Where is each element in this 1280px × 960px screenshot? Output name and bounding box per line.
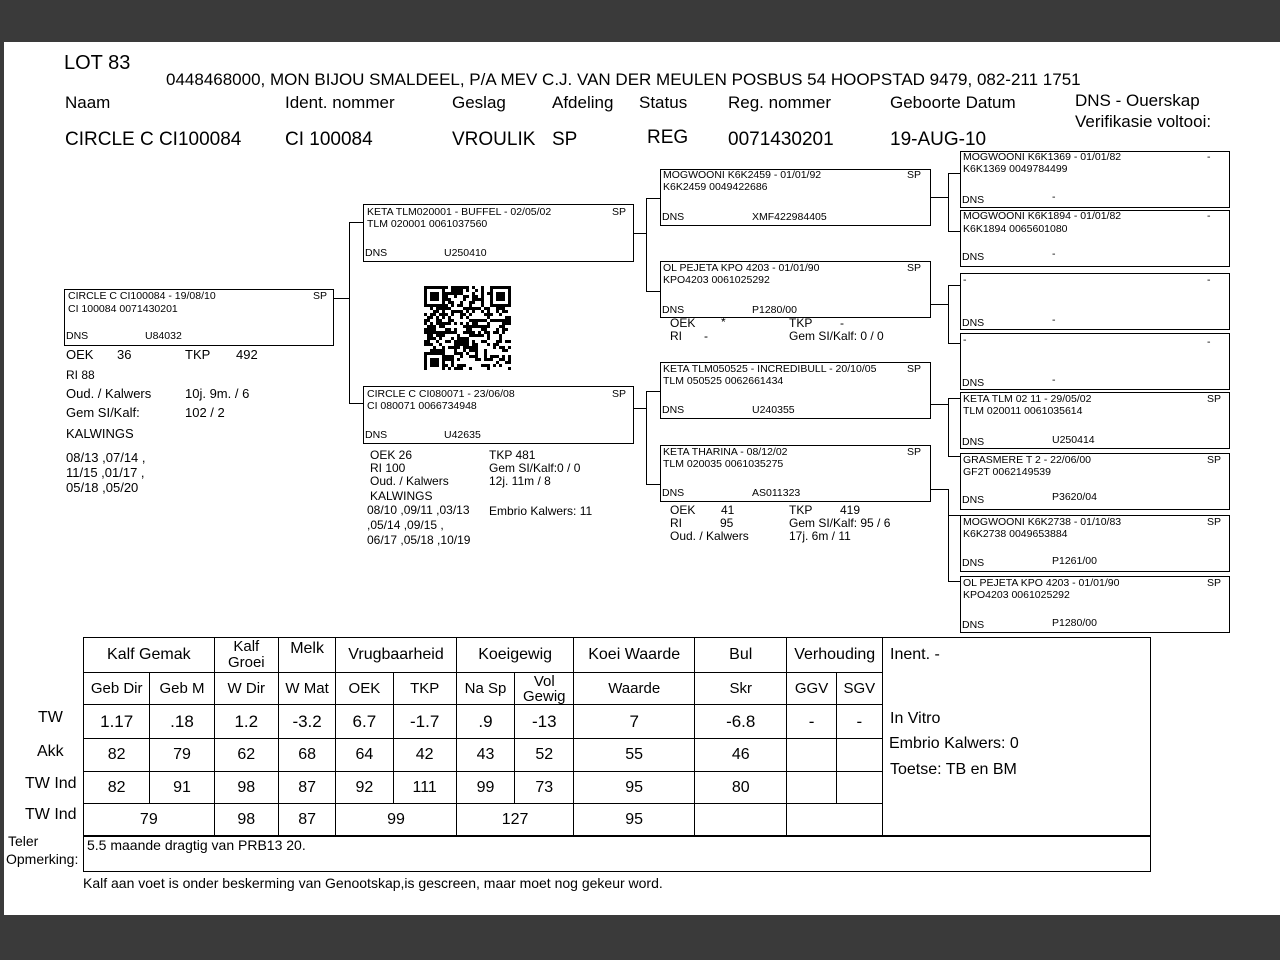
akk-cell: 62 bbox=[214, 739, 278, 772]
tw-cell: 6.7 bbox=[336, 705, 393, 739]
great-grandparent-box: GRASMERE T 2 - 22/06/00 SP GF2T 0062149539 DNS P3620/04 bbox=[960, 453, 1230, 510]
group-kalf-groei: Kalf Groei bbox=[214, 638, 278, 673]
subject-oek-label: OEK bbox=[66, 347, 94, 362]
twind-cell: 91 bbox=[150, 772, 214, 804]
akk-cell bbox=[836, 739, 882, 772]
tw-cell: 1.17 bbox=[84, 705, 150, 739]
akk-cell: 82 bbox=[84, 739, 150, 772]
group-vrugbaarheid: Vrugbaarheid bbox=[336, 638, 457, 673]
twind2-cell: 98 bbox=[214, 804, 278, 836]
row-label-tw: TW bbox=[38, 709, 63, 726]
header-ident: Ident. nommer bbox=[285, 93, 395, 112]
animal-ident: CI 100084 bbox=[285, 129, 373, 150]
group-koei-waarde: Koei Waarde bbox=[574, 638, 695, 673]
great-grandparent-box: KETA TLM 02 11 - 29/05/02 SP TLM 020011 0061035614 DNS U250414 bbox=[960, 392, 1230, 449]
header-geboorte: Geboorte Datum bbox=[890, 93, 1016, 112]
tw-cell: .18 bbox=[150, 705, 214, 739]
dam-oud-label: Oud. / Kalwers bbox=[370, 474, 449, 488]
sub-header-cell: SGV bbox=[836, 673, 882, 705]
sub-header-cell: Na Sp bbox=[456, 673, 514, 705]
subject-kalwings: KALWINGS bbox=[66, 426, 134, 441]
dam-embrio: Embrio Kalwers: 11 bbox=[489, 504, 593, 518]
group-verhouding: Verhouding bbox=[787, 638, 883, 673]
side-vitro: In Vitro bbox=[890, 710, 941, 727]
twind-cell: 99 bbox=[456, 772, 514, 804]
animal-geboorte: 19-AUG-10 bbox=[890, 129, 987, 150]
subject-oud: 10j. 9m. / 6 bbox=[185, 386, 250, 401]
sire-box: KETA TLM020001 - BUFFEL - 02/05/02 SP TLM 020001 0061037560 DNS U250410 bbox=[363, 204, 634, 262]
header-reg: Reg. nommer bbox=[728, 93, 831, 112]
side-toetse: Toetse: TB en BM bbox=[890, 761, 1017, 778]
group-melk: Melk bbox=[278, 638, 335, 673]
grandparent-box: OL PEJETA KPO 4203 - 01/01/90 SP KPO4203 0061025292 DNS P1280/00 bbox=[660, 261, 931, 318]
great-grandparent-box: MOGWOONI K6K1894 - 01/01/82 - K6K1894 0065601080 DNS - bbox=[960, 210, 1230, 267]
subject-gem: 102 / 2 bbox=[185, 405, 225, 420]
animal-status: REG bbox=[647, 127, 689, 148]
subject-kalwing-2: 11/15 ,01/17 , bbox=[66, 465, 145, 480]
dam-kalwing-3: 06/17 ,05/18 ,10/19 bbox=[367, 533, 471, 547]
twind2-cell: 87 bbox=[278, 804, 335, 836]
great-grandparent-box: MOGWOONI K6K1369 - 01/01/82 - K6K1369 0049784499 DNS - bbox=[960, 151, 1230, 208]
sub-header-cell: TKP bbox=[393, 673, 456, 705]
header-naam: Naam bbox=[65, 93, 111, 112]
animal-afdeling: SP bbox=[552, 129, 578, 150]
subject-tkp-label: TKP bbox=[185, 347, 211, 362]
subject-kalwing-1: 08/13 ,07/14 , bbox=[66, 450, 146, 465]
twind2-cell: 99 bbox=[336, 804, 457, 836]
great-grandparent-box: OL PEJETA KPO 4203 - 01/01/90 SP KPO4203 0061025292 DNS P1280/00 bbox=[960, 576, 1230, 633]
lot-number: LOT 83 bbox=[64, 52, 131, 74]
qr-code-icon bbox=[424, 286, 512, 370]
dam-kalwing-1: 08/10 ,09/11 ,03/13 bbox=[367, 503, 470, 517]
animal-naam: CIRCLE C CI100084 bbox=[65, 129, 242, 150]
twind2-cell: 95 bbox=[574, 804, 695, 836]
twind-cell bbox=[836, 772, 882, 804]
grandparent-box: KETA THARINA - 08/12/02 SP TLM 020035 0061035275 DNS AS011323 bbox=[660, 445, 931, 502]
twind-cell: 111 bbox=[393, 772, 456, 804]
subject-ri: RI 88 bbox=[66, 368, 95, 382]
sub-header-cell: Vol Gewig bbox=[515, 673, 574, 705]
twind-cell: 98 bbox=[214, 772, 278, 804]
group-kalf-gemak: Kalf Gemak bbox=[84, 638, 215, 673]
sub-header-cell: Geb M bbox=[150, 673, 214, 705]
teler-label: Teler bbox=[8, 833, 39, 849]
breeding-values-table bbox=[83, 637, 883, 836]
side-embrio: Embrio Kalwers: 0 bbox=[889, 735, 1019, 752]
akk-cell: 68 bbox=[278, 739, 335, 772]
dam-gem: Gem SI/Kalf:0 / 0 bbox=[489, 461, 581, 475]
tw-cell: .9 bbox=[456, 705, 514, 739]
twind-cell: 82 bbox=[84, 772, 150, 804]
subject-tkp: 492 bbox=[236, 347, 258, 362]
grandparent-box: MOGWOONI K6K2459 - 01/01/92 SP K6K2459 0049422686 DNS XMF422984405 bbox=[660, 169, 931, 226]
subject-oud-label: Oud. / Kalwers bbox=[66, 386, 152, 401]
dam-ri: RI 100 bbox=[370, 461, 406, 475]
tw-cell: 7 bbox=[574, 705, 695, 739]
dam-oud: 12j. 11m / 8 bbox=[489, 474, 551, 488]
animal-reg: 0071430201 bbox=[728, 129, 834, 150]
twind-cell: 80 bbox=[694, 772, 786, 804]
row-label-twind: TW Ind bbox=[25, 775, 77, 792]
akk-cell: 79 bbox=[150, 739, 214, 772]
sub-header-cell: Waarde bbox=[574, 673, 695, 705]
twind2-cell: 79 bbox=[84, 804, 215, 836]
sub-header-cell: W Dir bbox=[214, 673, 278, 705]
group-bul: Bul bbox=[694, 638, 786, 673]
sub-header-cell: Geb Dir bbox=[84, 673, 150, 705]
sub-header-cell: OEK bbox=[336, 673, 393, 705]
opmerking-label: Opmerking: bbox=[6, 851, 79, 867]
subject-gem-label: Gem SI/Kalf: bbox=[66, 405, 140, 420]
great-grandparent-box: MOGWOONI K6K2738 - 01/10/83 SP K6K2738 0049653884 DNS P1261/00 bbox=[960, 515, 1230, 572]
twind2-cell: 127 bbox=[456, 804, 574, 836]
twind-cell: 87 bbox=[278, 772, 335, 804]
tw-cell: -1.7 bbox=[393, 705, 456, 739]
group-koeigewig: Koeigewig bbox=[456, 638, 574, 673]
twind2-cell bbox=[787, 804, 883, 836]
dam-kalwings: KALWINGS bbox=[370, 489, 433, 503]
header-status: Status bbox=[639, 93, 688, 112]
header-dns: DNS - Ouerskap bbox=[1075, 91, 1200, 110]
great-grandparent-box: - - DNS - bbox=[960, 273, 1230, 330]
remarks-box bbox=[83, 836, 1151, 872]
subject-box: CIRCLE C CI100084 - 19/08/10 SP CI 100084 0071430201 DNS U84032 bbox=[64, 289, 334, 346]
tw-cell: - bbox=[836, 705, 882, 739]
header-afdeling: Afdeling bbox=[552, 93, 614, 112]
subject-kalwing-3: 05/18 ,05/20 bbox=[66, 480, 139, 495]
tw-cell: -13 bbox=[515, 705, 574, 739]
twind-cell: 92 bbox=[336, 772, 393, 804]
twind-cell: 95 bbox=[574, 772, 695, 804]
akk-cell bbox=[787, 739, 836, 772]
row-label-akk: Akk bbox=[37, 743, 64, 760]
row-label-twind-2: TW Ind bbox=[25, 806, 77, 823]
twind-cell bbox=[787, 772, 836, 804]
akk-cell: 55 bbox=[574, 739, 695, 772]
dam-oek: OEK 26 bbox=[370, 448, 413, 462]
footnote: Kalf aan voet is onder beskerming van Genootskap,is gescreen, maar moet nog gekeur word. bbox=[83, 875, 663, 891]
tw-cell: -3.2 bbox=[278, 705, 335, 739]
sub-header-cell: GGV bbox=[787, 673, 836, 705]
akk-cell: 46 bbox=[694, 739, 786, 772]
grandparent-box: KETA TLM050525 - INCREDIBULL - 20/10/05 SP TLM 050525 0062661434 DNS U240355 bbox=[660, 362, 931, 419]
owner-line: 0448468000, MON BIJOU SMALDEEL, P/A MEV C.J. VAN DER MEULEN POSBUS 54 HOOPSTAD 9479, 082-211 1751 bbox=[166, 70, 1081, 89]
dam-kalwing-2: ,05/14 ,09/15 , bbox=[367, 518, 444, 532]
akk-cell: 52 bbox=[515, 739, 574, 772]
animal-geslag: VROULIK bbox=[452, 129, 536, 150]
akk-cell: 42 bbox=[393, 739, 456, 772]
tw-cell: - bbox=[787, 705, 836, 739]
tw-cell: -6.8 bbox=[694, 705, 786, 739]
akk-cell: 64 bbox=[336, 739, 393, 772]
tw-cell: 1.2 bbox=[214, 705, 278, 739]
dam-tkp: TKP 481 bbox=[489, 448, 536, 462]
header-geslag: Geslag bbox=[452, 93, 506, 112]
sub-header-cell: W Mat bbox=[278, 673, 335, 705]
twind-cell: 73 bbox=[515, 772, 574, 804]
subject-oek: 36 bbox=[117, 347, 132, 362]
pedigree-sheet: LOT 83 0448468000, MON BIJOU SMALDEEL, P/A MEV C.J. VAN DER MEULEN POSBUS 54 HOOPSTAD 9479, 082-211 1751 Naam Ident. nommer Geslag Afdeling Status Reg. nommer Geboorte Datum DNS - Ouerskap Verifikasie voltooi: CIRCLE C CI100084 CI 100084 VROULIK SP REG 0071430201 19-AUG-10 CIRCLE C CI100084 - 19/08/10 SP CI 100084 0071430201 DNS U84032 OEK 36 TKP 492 RI 88 Oud. / Kalwers 10j. 9m. / 6 Gem SI/Kalf: 102 / 2 KALWINGS 08/13 ,07/14 , 11/15 ,01/17 , 05/18 ,05/20 KETA TLM020001 - BUFFEL - 02/05/02 SP TLM 020001 0061037560 DNS U250410 CIRCLE C CI080071 - 23/06/08 SP CI 080071 0066734948 DNS U42635 OEK 26 TKP 481 RI 100 Gem SI/Kalf:0 / 0 Oud. / Kalwers 12j. 11m / 8 KALWINGS 08/10 ,09/11 ,03/13 ,05/14 ,09/15 , 06/17 ,05/18 ,10/19 Embrio Kalwers: 11 MOGWOONI K6K2459 - 01/01/92 SP K6K2459 0049422686 DNS XMF422984405 OL PEJETA KPO 4203 - 01/01/90 SP KPO4203 0061025292 DNS P1280/00 OEK * TKP - RI - Gem SI/Kalf: 0 / 0 KETA TLM050525 - INCREDIBULL - 20/10/05 SP TLM 050525 0062661434 DNS U240355 KETA THARINA - 08/12/02 SP TLM 020035 0061035275 DNS AS011323 OEK 41 TKP 419 RI 95 Gem SI/Kalf: 95 / 6 Oud. / Kalwers 17j. 6m / 11 MOGWOONI K6K1369 - 01/01/82 - K6K1369 0049784499 DNS - MOGWOONI K6K1894 - 01/01/82 - K6K1894 0065601080 DNS - - - DNS - - - DNS - KETA TLM 02 11 - 29/05/02 SP TLM 020011 0061035614 DNS U250414 GRASMERE T 2 - 22/06/00 SP GF2T 0062149539 DNS P3620/04 MOGWOONI K6K2738 - 01/10/83 SP K6K2738 0049653884 DNS P1261/00 OL PEJETA KPO 4203 - 01/01/90 SP KPO4203 0061025292 DNS P1280/00 Kalf Gemak Kalf Groei Melk Vrugbaarheid Koeigewig Koei Waarde Bul Verhouding Geb Dir Geb M W Dir W Mat OEK TKP Na Sp Vol Gewig Waarde Skr GGV SGV 1.17 .18 1.2 -3.2 6.7 -1.7 .9 -13 7 -6.8 - - 82 79 62 68 64 42 43 52 55 46 82 91 98 87 92 111 99 73 95 80 79 98 87 99 127 95 TW Akk TW Ind TW Ind Inent. - In Vitro Embrio Kalwers: 0 Toetse: TB en BM 5.5 maande dragtig van PRB13 20. Teler Opmerking: Kalf aan voet is onder beskerming van Genootskap,is gescreen, maar moet nog gekeur word. bbox=[4, 42, 1280, 915]
great-grandparent-box: - - DNS - bbox=[960, 333, 1230, 390]
sub-header-cell: Skr bbox=[694, 673, 786, 705]
akk-cell: 43 bbox=[456, 739, 514, 772]
remark-text: 5.5 maande dragtig van PRB13 20. bbox=[87, 837, 306, 853]
dam-box: CIRCLE C CI080071 - 23/06/08 SP CI 080071 0066734948 DNS U42635 bbox=[363, 386, 634, 444]
twind2-cell bbox=[694, 804, 786, 836]
header-verif: Verifikasie voltooi: bbox=[1075, 112, 1212, 131]
side-inent: Inent. - bbox=[890, 646, 940, 663]
